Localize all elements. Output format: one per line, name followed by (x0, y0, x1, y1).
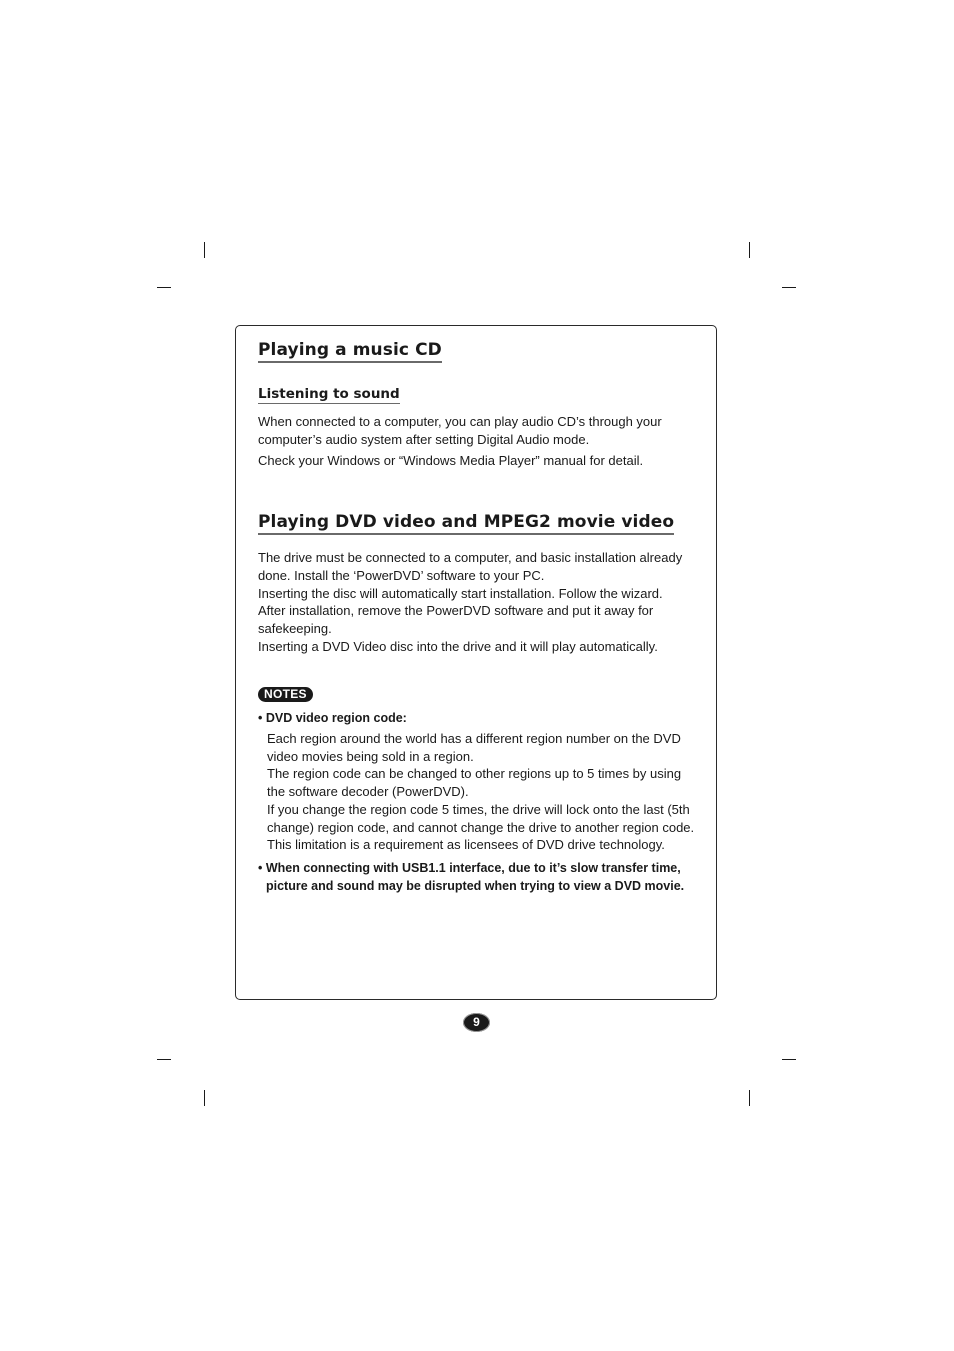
note-text: If you change the region code 5 times, the drive will lock onto the last (5th change) region code, and cannot change the drive to another region code. This limitation is a requirement as licensees of DVD drive technology. (267, 801, 695, 853)
subheading-listening: Listening to sound (258, 386, 400, 402)
note-title-region-code: • DVD video region code: (258, 711, 407, 726)
notes-section (258, 685, 703, 895)
note-text: The region code can be changed to other regions up to 5 times by using the software decoder (PowerDVD). (267, 766, 682, 800)
note-usb-warning: • When connecting with USB1.1 interface, due to it’s slow transfer time, picture and sound may be disrupted when trying to view a DVD movie. (258, 860, 685, 893)
note-text: Each region around the world has a different region number on the DVD video movies being sold in a region. (267, 731, 681, 764)
crop-mark (749, 1090, 750, 1106)
crop-mark (157, 1059, 171, 1060)
crop-mark (782, 1059, 796, 1060)
page-number: 9 (463, 1013, 490, 1032)
crop-mark (204, 1090, 205, 1106)
crop-mark (204, 242, 205, 258)
section-dvd-video (258, 512, 703, 655)
heading-dvd-video: Playing DVD video and MPEG2 movie video (258, 512, 674, 535)
heading-music-cd: Playing a music CD (258, 340, 442, 363)
paragraph: The drive must be connected to a computer, and basic installation already done. Install the ‘PowerDVD’ software to your PC. (258, 550, 683, 583)
paragraph: Check your Windows or “Windows Media Player” manual for detail. (258, 453, 644, 469)
crop-mark (749, 242, 750, 258)
paragraph: Inserting a DVD Video disc into the drive and it will play automatically. (258, 638, 658, 654)
paragraph: After installation, remove the PowerDVD software and put it away for safekeeping. (258, 603, 654, 636)
crop-mark (157, 287, 171, 288)
notes-badge: NOTES (258, 687, 313, 702)
page-content (258, 340, 703, 896)
crop-mark (782, 287, 796, 288)
paragraph: Inserting the disc will automatically start installation. Follow the wizard. (258, 585, 663, 601)
paragraph: When connected to a computer, you can play audio CD’s through your computer’s audio system after setting Digital Audio mode. (258, 414, 662, 447)
section-music-cd (258, 340, 703, 470)
